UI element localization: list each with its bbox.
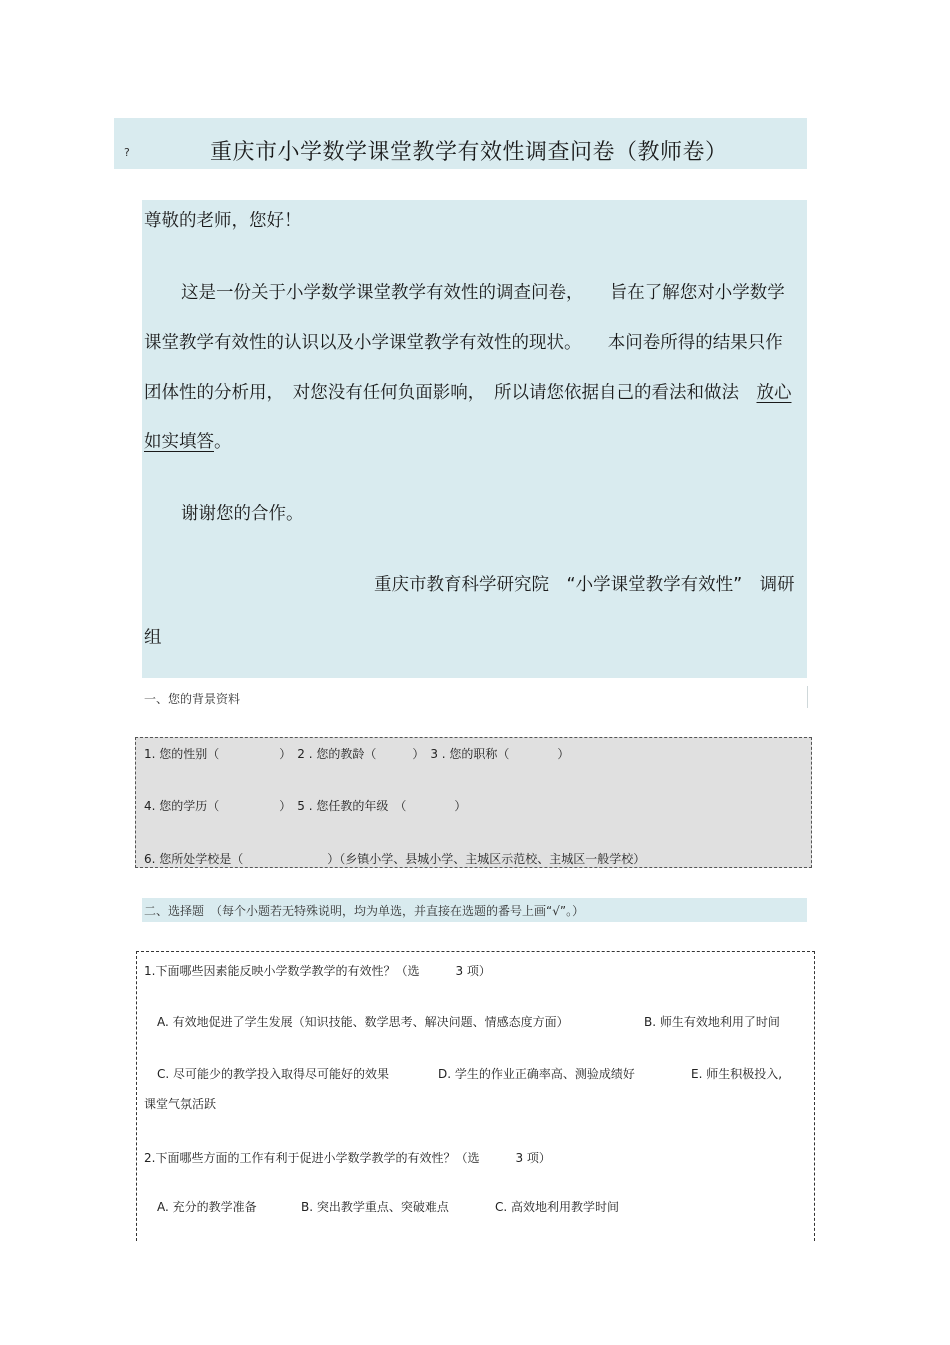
page-title: 重庆市小学数学课堂教学有效性调查问卷（教师卷） <box>210 140 728 165</box>
question-2-option-b: B. 突出教学重点、突破难点 <box>301 1200 449 1214</box>
section2-heading: 二、选择题 （每个小题若无特殊说明，均为单选，并直接在选题的番号上画“√”。） <box>144 904 585 918</box>
question-1-option-d: D. 学生的作业正确率高、测验成绩好 <box>438 1067 635 1081</box>
letter-line-3-text: 团体性的分析用， 对您没有任何负面影响， 所以请您依据自己的看法和做法 <box>144 383 739 403</box>
question-1-option-a: A. 有效地促进了学生发展（知识技能、数学思考、解决问题、情感态度方面） <box>157 1015 569 1029</box>
letter-thanks: 谢谢您的合作。 <box>181 504 304 524</box>
question-2-stem: 2.下面哪些方面的工作有利于促进小学数学教学的有效性？（选 3 项） <box>144 1151 551 1165</box>
section1-heading: 一、您的背景资料 <box>144 692 241 706</box>
intro-letter-box <box>142 200 807 678</box>
letter-line-2: 课堂教学有效性的认识以及小学课堂教学有效性的现状。 本问卷所得的结果只作 <box>144 333 783 353</box>
letter-greeting: 尊敬的老师，您好！ <box>144 211 302 231</box>
info-line-2: 4. 您的学历（ ） 5 . 您任教的年级 （ ） <box>144 799 467 813</box>
title-marker: ? <box>124 146 130 159</box>
letter-signature: 重庆市教育科学研究院 “小学课堂教学有效性” 调研 <box>374 575 795 595</box>
info-line-1: 1. 您的性别（ ） 2 . 您的教龄（ ） 3 . 您的职称（ ） <box>144 747 570 761</box>
letter-line-4 <box>144 428 232 453</box>
question-2-option-a: A. 充分的教学准备 <box>157 1200 257 1214</box>
question-1-option-e-cont: 课堂气氛活跃 <box>144 1097 217 1111</box>
letter-line-1: 这是一份关于小学数学课堂教学有效性的调查问卷， 旨在了解您对小学数学 <box>181 283 785 303</box>
letter-signature-cont: 组 <box>144 628 162 648</box>
question-1-option-b: B. 师生有效地利用了时间 <box>644 1015 780 1029</box>
underlined-phrase-cont: 如实填答 <box>144 432 214 452</box>
letter-line-4-end: 。 <box>214 432 232 452</box>
question-1-option-e: E. 师生积极投入, <box>691 1067 783 1081</box>
underlined-phrase: 放心 <box>756 383 792 403</box>
info-line-3: 6. 您所处学校是（ ）（乡镇小学、县城小学、主城区示范校、主城区一般学校） <box>144 852 646 866</box>
section1-heading-row <box>142 686 808 708</box>
question-1-stem: 1.下面哪些因素能反映小学数学教学的有效性？（选 3 项） <box>144 964 491 978</box>
question-2-option-c: C. 高效地利用教学时间 <box>495 1200 620 1214</box>
letter-line-3 <box>144 379 792 404</box>
question-1-option-c: C. 尽可能少的教学投入取得尽可能好的效果 <box>157 1067 390 1081</box>
